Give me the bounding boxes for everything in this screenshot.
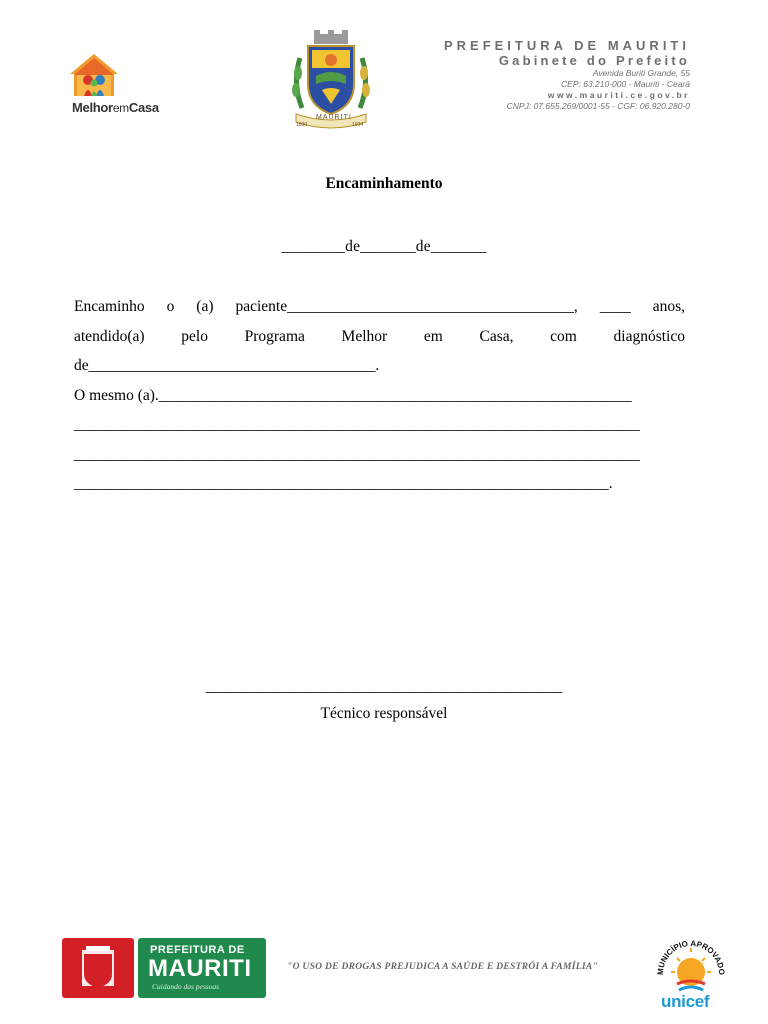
signature-line: ______________________________________________: [205, 678, 563, 695]
website: www.mauriti.ce.gov.br: [547, 90, 690, 100]
anti-drug-quote: "O USO DE DROGAS PREJUDICA A SAÚDE E DESTRÓI A FAMÍLIA": [287, 962, 599, 972]
footer-logo-slogan: Cuidando das pessoas: [152, 982, 220, 991]
prefeitura-title: PREFEITURA DE MAURITI: [443, 38, 690, 53]
address: Avenida Buriti Grande, 55: [592, 68, 690, 78]
cep: CEP: 63.210-000 - Mauriti - Ceará: [561, 79, 690, 89]
prefeitura-header: [444, 38, 690, 112]
prefeitura-mauriti-logo: [62, 938, 266, 998]
paragraph-line: atendido(a) pelo Programa Melhor em Casa, com diagnóstico: [74, 327, 685, 345]
footer-logo-line2: MAURITI: [148, 955, 252, 982]
crest-year-right: 1934: [352, 122, 364, 128]
gabinete-subtitle: Gabinete do Prefeito: [498, 53, 690, 68]
paragraph-line: _____________________________________________________________________.: [74, 475, 613, 492]
paragraph-line: Encaminho o (a) paciente_____________________________________, ____ anos,: [74, 298, 685, 315]
melhor-em-casa-wordmark: MelhoremCasa: [72, 100, 159, 115]
paragraph-line: O mesmo (a)._____________________________________________________________: [74, 386, 632, 404]
document-title: Encaminhamento: [325, 175, 443, 192]
paragraph-line: _________________________________________________________________________: [74, 445, 640, 463]
footer-logo-line1: PREFEITURA DE: [150, 944, 245, 956]
cnpj: CNPJ: 07.655.269/0001-55 - CGF: 06.920.280-0: [506, 101, 690, 111]
referral-paragraph: [74, 292, 685, 499]
house-hearts-icon: [64, 50, 179, 100]
unicef-wordmark: unicef: [661, 992, 710, 1011]
paragraph-line: de_____________________________________.: [74, 357, 380, 374]
date-fill-line: ________de_______de_______: [281, 238, 487, 255]
municipal-coat-of-arms: [286, 28, 376, 130]
badge-arc-text: MUNICÍPIO APROVADO: [655, 938, 727, 976]
unicef-municipio-aprovado-badge: [655, 928, 727, 1016]
crest-banner-text: MAURITI: [316, 114, 352, 121]
signature-label: Técnico responsável: [320, 705, 448, 722]
melhor-em-casa-logo: [64, 50, 179, 120]
paragraph-line: _________________________________________________________________________: [74, 416, 640, 433]
crest-year-left: 1890: [296, 122, 308, 128]
